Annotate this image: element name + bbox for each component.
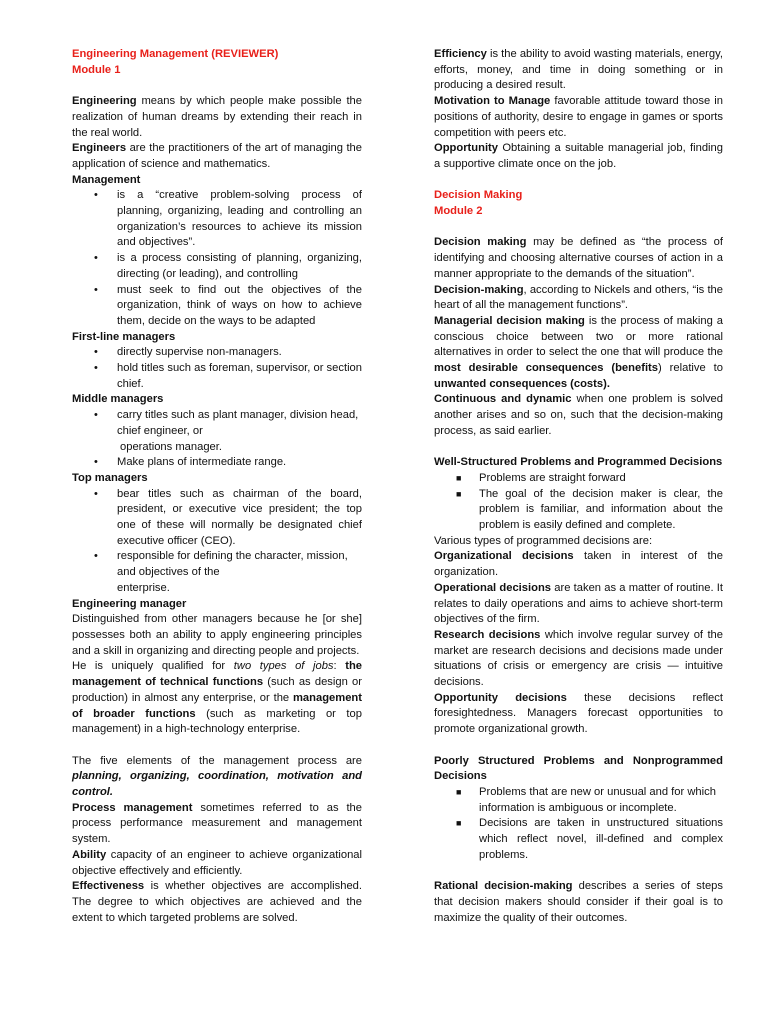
opportunity-definition: Opportunity Obtaining a suitable managerial job, finding a supportive climate once on the job. <box>434 142 723 170</box>
module-label: Module 1 <box>72 63 121 76</box>
ability-definition: Ability capacity of an engineer to achieve organizational objective effectively and efficiently. <box>72 848 362 877</box>
list-item: ■ The goal of the decision maker is clear, the problem is familiar, and information about the problem is easily defined and complete. <box>456 487 723 532</box>
engineering-manager-heading: Engineering manager <box>72 597 187 610</box>
poorly-structured-list <box>434 785 723 864</box>
list-item: • hold titles such as foreman, supervisor, or section chief. <box>94 362 362 390</box>
five-elements: The five elements of the management process are planning, organizing, coordination, motivation and control. <box>72 754 362 799</box>
list-item: ■ Problems are straight forward <box>456 471 626 484</box>
well-structured-heading: Well-Structured Problems and Programmed Decisions <box>434 456 723 469</box>
document-title: Engineering Management (REVIEWER) <box>72 48 279 60</box>
engineering-manager-text: Distinguished from other managers because he [or she] possesses both an ability to apply engineering principles and a skill in organizing and directing people and projects. <box>72 613 362 657</box>
motivation-definition: Motivation to Manage favorable attitude toward those in positions of authority, desire to engage in games or sports competition with peers etc. <box>434 95 723 139</box>
list-item: ■ Problems that are new or unusual and for which information is ambiguous or incomplete. <box>456 785 716 814</box>
middle-managers-heading: Middle managers <box>72 393 164 406</box>
top-managers-list <box>72 487 362 581</box>
list-item-continuation: operations manager. <box>120 440 222 453</box>
top-managers-heading: Top managers <box>72 471 148 484</box>
list-item: • responsible for defining the character, mission, and objectives of the <box>94 550 348 579</box>
managerial-decision-making: Managerial decision making is the process of making a conscious choice between two or more rational alternatives in order to select the one that will produce the most desirable consequences (benefits) relative to unwanted consequences (costs). <box>434 314 723 390</box>
list-item: ■ Decisions are taken in unstructured situations which reflect novel, ill-defined and complex problems. <box>456 817 723 861</box>
list-item: • directly supervise non-managers. <box>94 346 282 359</box>
module-label: Module 2 <box>434 205 483 218</box>
research-decisions: Research decisions which involve regular survey of the market are research decisions and decisions made under situations of crisis or emergency are crisis — intuitive decisions. <box>434 628 724 689</box>
list-item: • carry titles such as plant manager, division head, chief engineer, or <box>94 409 359 437</box>
efficiency-definition: Efficiency is the ability to avoid wasting materials, energy, efforts, money, and time in doing something or in producing a desired result. <box>434 48 723 92</box>
first-line-list <box>72 345 362 392</box>
effectiveness-definition: Effectiveness is whether objectives are accomplished. The degree to which objectives are achieved and the extent to which targeted problems are solved. <box>72 880 362 924</box>
poorly-structured-heading: Poorly Structured Problems and Nonprogrammed Decisions <box>434 754 723 783</box>
section-title: Decision Making <box>434 189 523 202</box>
programmed-decisions-intro: Various types of programmed decisions are: <box>434 534 653 547</box>
engineering-definition: Engineering means by which people make possible the realization of human dreams by extending their reach in the real world. <box>72 95 362 139</box>
management-heading: Management <box>72 173 141 186</box>
engineers-definition: Engineers are the practitioners of the art of managing the application of science and mathematics. <box>72 142 362 170</box>
rational-decision-making: Rational decision-making describes a series of steps that decision makers should consider if their goal is to maximize the quality of their outcomes. <box>434 880 723 924</box>
organizational-decisions: Organizational decisions taken in interest of the organization. <box>434 550 724 579</box>
first-line-heading: First-line managers <box>72 330 176 343</box>
list-item: • Make plans of intermediate range. <box>94 456 287 469</box>
left-column <box>72 47 362 926</box>
decision-making-nickels: Decision-making, according to Nickels and others, “is the heart of all the management functions”. <box>434 283 723 312</box>
right-column <box>434 47 723 926</box>
middle-managers-list <box>72 408 362 439</box>
decision-making-definition: Decision making may be defined as “the process of identifying and choosing alternative courses of action in a manner appropriate to the demands of the situation”. <box>434 236 724 280</box>
process-management-definition: Process management sometimes referred to as the process performance measurement and management system. <box>72 801 363 846</box>
list-item-continuation: enterprise. <box>117 581 170 594</box>
continuous-dynamic: Continuous and dynamic when one problem is solved another arises and so on, such that the decision-making process, as said earlier. <box>434 393 723 437</box>
list-item: • is a process consisting of planning, organizing, directing (or leading), and controlling <box>94 252 362 280</box>
list-item: • must seek to find out the objectives of the organization, think of ways on how to achieve them, decide on the ways to be adapted <box>94 283 362 327</box>
middle-managers-list-2 <box>72 455 362 471</box>
operational-decisions: Operational decisions are taken as a matter of routine. It relates to daily operations and aims to achieve short-term objectives of the firm. <box>434 581 723 626</box>
list-item: • bear titles such as chairman of the board, president, or executive vice president; the top one of these will normally be designated chief executive officer (CEO). <box>94 487 362 547</box>
well-structured-list <box>434 471 723 534</box>
two-types-of-jobs: He is uniquely qualified for two types of jobs: the management of technical functions (such as design or production) in almost any enterprise, or the management of broader functions (such as marketing or top management) in a high-technology enterprise. <box>72 660 363 736</box>
management-list <box>72 188 362 329</box>
list-item: • is a “creative problem-solving process of planning, organizing, leading and controlling an organization’s resources to achieve its mission and objectives”. <box>94 189 362 249</box>
opportunity-decisions: Opportunity decisions these decisions reflect foresightedness. Managers forecast opportunities to promote organizational growth. <box>434 691 723 736</box>
